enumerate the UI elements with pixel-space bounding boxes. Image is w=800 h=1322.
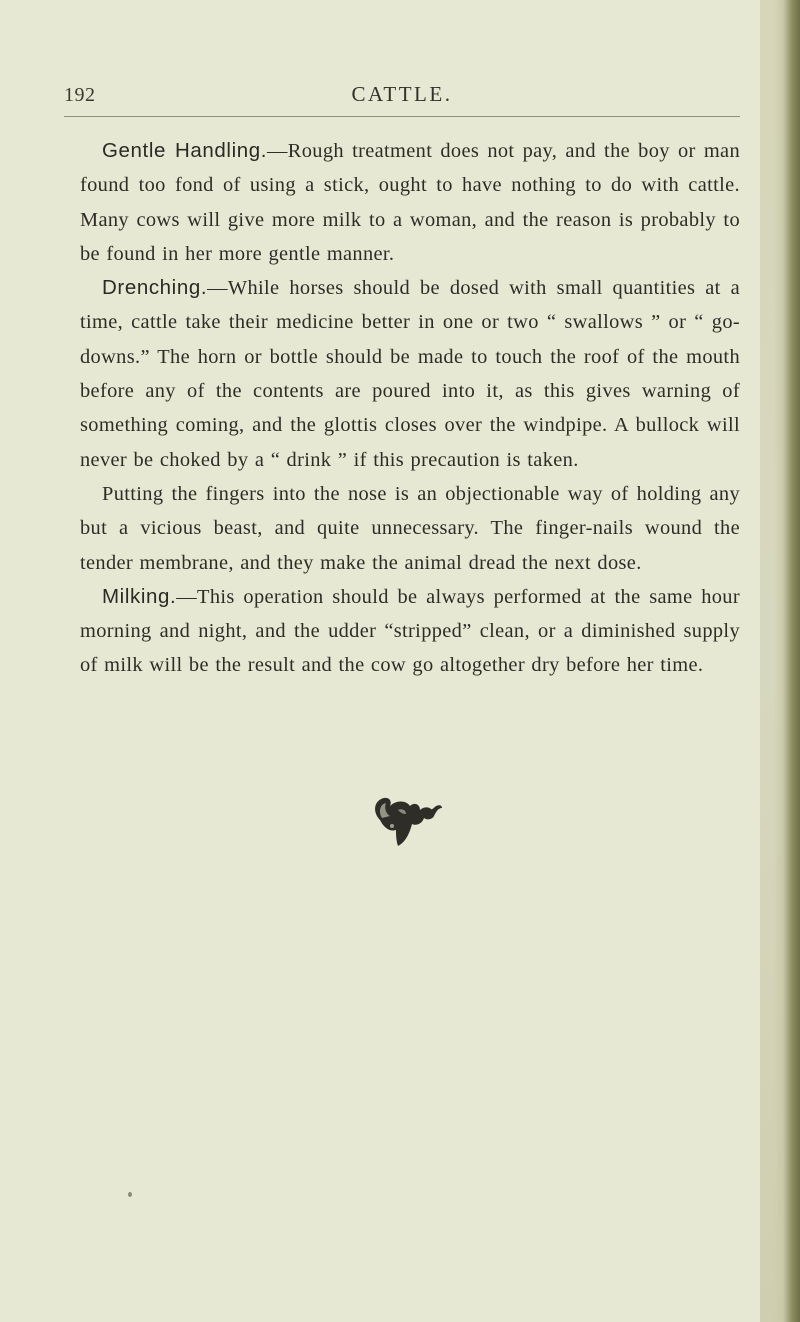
section-milking — [80, 580, 740, 683]
paper-speck — [128, 1192, 132, 1197]
page-number: 192 — [64, 84, 96, 106]
body-text — [80, 134, 740, 683]
section-text: —This operation should be always performed at the same hour morning and night, and the udder “stripped” clean, or a diminished supply of milk will be the result and the cow go altogether dry before her time. — [80, 585, 740, 677]
running-head: CATTLE. — [351, 82, 453, 106]
section-drenching-continuation: Putting the fingers into the nose is an objectionable way of holding any but a vicious beast, and quite unnecessary. The finger-nails wound the tender membrane, and they make the animal dread the next dose. — [80, 482, 740, 574]
section-gentle-handling — [80, 134, 740, 271]
tailpiece-ornament-icon — [366, 790, 444, 850]
section-text: —While horses should be dosed with small quantities at a time, cattle take their medicine better in one or two “ swallows ” or “ go-downs.” The horn or bottle should be made to touch the roof of the mouth before any of the contents are poured into it, as this gives warning of something coming, and the glottis closes over the windpipe. A bullock will never be choked by a “ drink ” if this precaution is taken. — [80, 277, 740, 471]
section-heading: Drenching. — [102, 276, 208, 300]
page-header — [64, 80, 740, 110]
section-heading: Gentle Handling. — [102, 139, 268, 162]
header-rule — [64, 116, 740, 117]
page-edge — [774, 0, 800, 1322]
section-text: —Rough treatment does not pay, and the boy or man found too fond of using a stick, ought to have nothing to do with cattle. Many cows will give more milk to a woman, and the reason is probably to be found in her more gentle manner. — [80, 140, 740, 265]
section-heading: Milking. — [102, 584, 177, 608]
section-drenching — [80, 271, 740, 477]
